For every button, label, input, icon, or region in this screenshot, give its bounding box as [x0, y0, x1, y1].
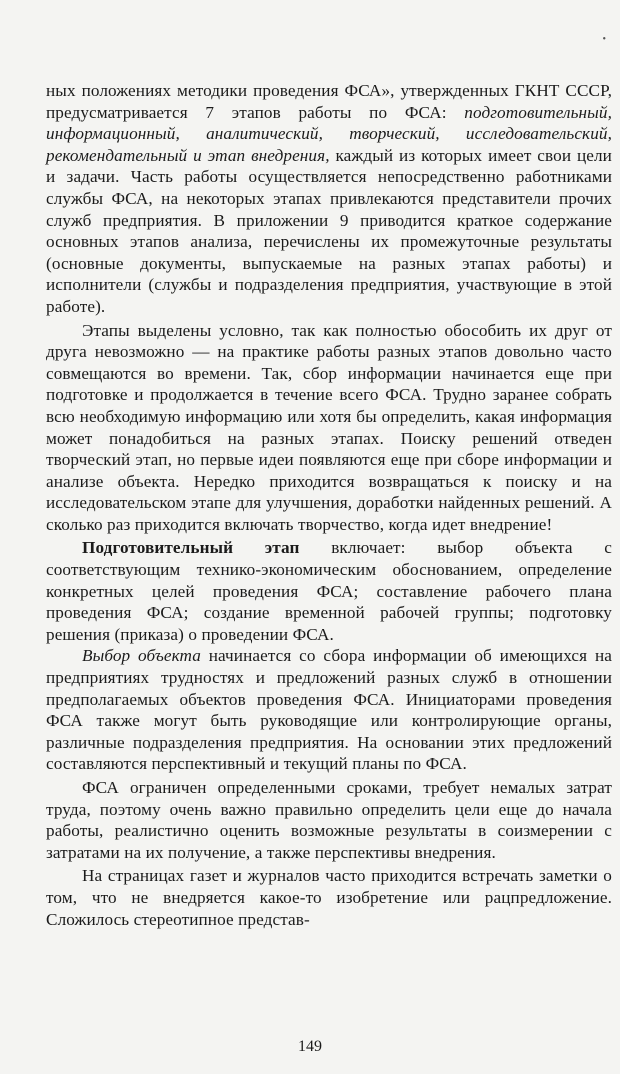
text-run: Этапы выделены условно, так как полностью обособить их друг от друга невозможно — на практике работы разных этапов довольно часто совмещаются во времени. Так, сбор информации начинается еще при подготовке и продолжается в течение всего ФСА. Трудно заранее собрать всю необходимую информацию или хотя бы определить, какая информация может понадобиться на разных этапах. Поиску решений отведен творческий этап, но первые идеи появляются еще при сборе информации и анализе объекта. Нередко приходится возвращаться к поиску и на исследовательском этапе для улучшения, доработки найденных решений. А сколько раз приходится включать творчество, когда идет внедрение!: [46, 320, 612, 534]
page-number: 149: [298, 1038, 322, 1055]
text-run: ФСА ограничен определенными сроками, требует немалых затрат труда, поэтому очень важно правильно определить цели еще до начала работы, реалистично оценить возможные результаты в соизмерении с затратами на их получение, а также перспективы внедрения.: [46, 778, 612, 862]
paragraph-1: [46, 80, 612, 318]
paragraph-2: [46, 320, 612, 536]
text-run: Подготовительный этап: [82, 538, 300, 558]
paragraph-5: [46, 777, 612, 863]
text-run: подготовительный, информационный, аналитический, творческий, исследовательский, рекомендательный и этап внедрения,: [46, 102, 612, 165]
corner-dot: •: [602, 34, 606, 45]
text-run: Выбор объекта: [82, 646, 201, 666]
paragraph-4: [46, 645, 612, 775]
paragraph-3: [46, 537, 612, 645]
text-run: начинается со сбора информации об имеющихся на предприятиях трудностях и предложений разных служб в отношении предполагаемых объектов проведения ФСА. Инициаторами проведения ФСА также могут быть руководящие или контролирующие органы, различные подразделения предприятия. На основании этих предложений составляются перспективный и текущий планы по ФСА.: [46, 646, 612, 774]
text-run: каждый из которых имеет свои цели и задачи. Часть работы осуществляется непосредственно работниками службы ФСА, на некоторых этапах привлекаются представители прочих служб предприятия. В приложении 9 приводится краткое содержание основных этапов анализа, перечислены их промежуточные результаты (основные документы, выпускаемые на разных этапах работы) и исполнители (службы и подразделения предприятия, участвующие в этой работе).: [46, 145, 612, 316]
text-run: включает: выбор объекта с соответствующим технико-экономическим обоснованием, определение конкретных целей проведения ФСА; составление рабочего плана проведения ФСА; создание временной рабочей группы; подготовку решения (приказа) о проведении ФСА.: [46, 538, 612, 644]
body-text: [46, 80, 612, 930]
paragraph-6: [46, 865, 612, 930]
text-run: На страницах газет и журналов часто приходится встречать заметки о том, что не внедряется какое-то изобретение или рацпредложение. Сложилось стереотипное представ-: [46, 866, 612, 929]
text-run: ных положениях методики проведения ФСА», утвержденных ГКНТ СССР, предусматривается 7 этапов работы по ФСА:: [46, 81, 612, 122]
